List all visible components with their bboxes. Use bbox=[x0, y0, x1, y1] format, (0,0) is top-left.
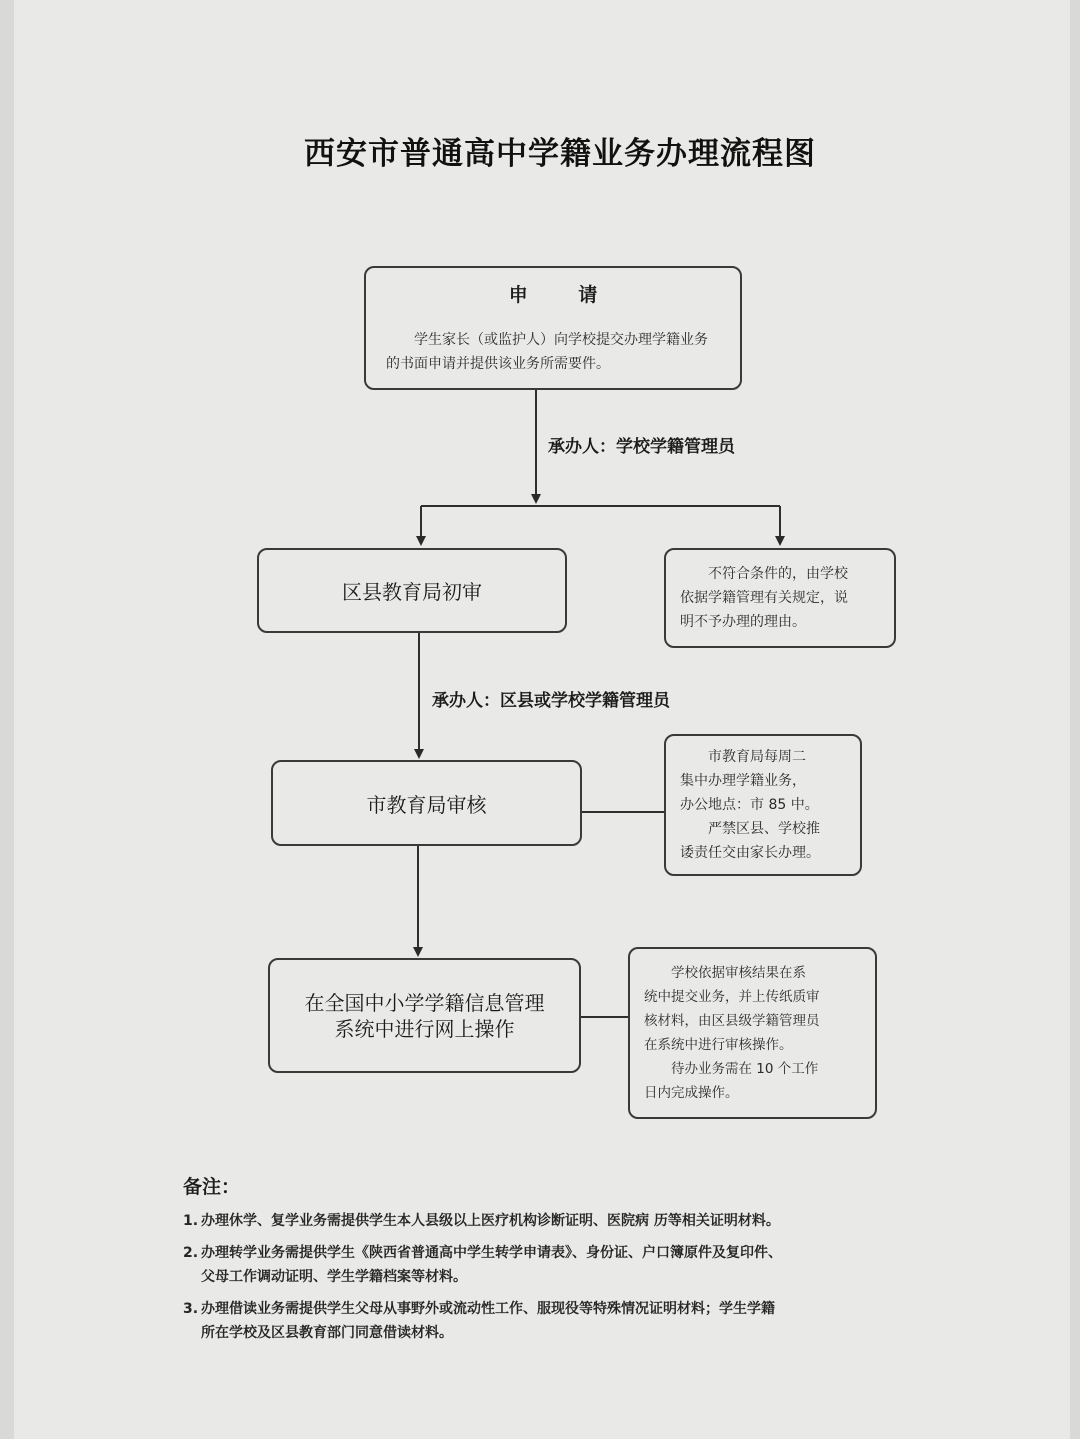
remark-item bbox=[183, 1209, 903, 1233]
remark-line: 办理借读业务需提供学生父母从事野外或流动性工作、服现役等特殊情况证明材料；学生学籍 bbox=[201, 1301, 775, 1317]
remark-item bbox=[183, 1297, 903, 1345]
county-review-label: 区县教育局初审 bbox=[342, 580, 482, 604]
online-note-line: 学校依据审核结果在系 bbox=[671, 965, 806, 981]
online-note-line: 统中提交业务，并上传纸质审 bbox=[644, 989, 820, 1005]
handler-label-school: 承办人：学校学籍管理员 bbox=[548, 437, 735, 457]
remark-item bbox=[183, 1241, 903, 1289]
city-note-line: 市教育局每周二 bbox=[708, 749, 806, 765]
remark-number: 3. bbox=[183, 1301, 199, 1317]
apply-box bbox=[364, 266, 742, 390]
online-operation-box bbox=[268, 958, 581, 1073]
online-operation-line: 系统中进行网上操作 bbox=[334, 1016, 515, 1041]
remark-number: 2. bbox=[183, 1245, 199, 1261]
city-note-line: 办公地点：市 85 中。 bbox=[680, 797, 819, 813]
apply-description: 学生家长（或监护人）向学校提交办理学籍业务的书面申请并提供该业务所需要件。 bbox=[386, 332, 708, 372]
reject-note-box bbox=[664, 548, 896, 648]
city-note-box bbox=[664, 734, 862, 876]
online-note-text bbox=[630, 961, 875, 1105]
online-note-line: 日内完成操作。 bbox=[644, 1085, 739, 1101]
page-title: 西安市普通高中学籍业务办理流程图 bbox=[304, 136, 816, 172]
city-note-text bbox=[666, 745, 860, 865]
remark-line: 所在学校及区县教育部门同意借读材料。 bbox=[201, 1325, 453, 1341]
reject-note-line: 明不予办理的理由。 bbox=[680, 614, 806, 630]
reject-note-line: 不符合条件的，由学校 bbox=[708, 566, 848, 582]
remarks-section bbox=[183, 1172, 903, 1345]
reject-note-text bbox=[666, 562, 894, 634]
city-review-label: 市教育局审核 bbox=[366, 792, 487, 817]
apply-title: 申 请 bbox=[508, 284, 620, 306]
online-note-line: 核材料，由区县级学籍管理员 bbox=[644, 1013, 820, 1029]
online-operation-line: 在全国中小学学籍信息管理 bbox=[304, 990, 545, 1015]
city-review-box bbox=[271, 760, 582, 846]
online-note-box bbox=[628, 947, 877, 1119]
remark-line: 父母工作调动证明、学生学籍档案等材料。 bbox=[201, 1269, 467, 1285]
city-note-line: 诿责任交由家长办理。 bbox=[680, 845, 820, 861]
remark-line: 办理转学业务需提供学生《陕西省普通高中学生转学申请表》、身份证、户口簿原件及复印件、 bbox=[201, 1245, 782, 1261]
online-note-line: 待办业务需在 10 个工作 bbox=[671, 1061, 819, 1077]
remarks-heading: 备注： bbox=[183, 1176, 241, 1198]
city-note-line: 严禁区县、学校推 bbox=[708, 821, 820, 837]
remark-number: 1. bbox=[183, 1213, 199, 1229]
remark-line: 办理休学、复学业务需提供学生本人县级以上医疗机构诊断证明、医院病 历等相关证明材料。 bbox=[201, 1213, 780, 1229]
online-note-line: 在系统中进行审核操作。 bbox=[644, 1037, 793, 1053]
county-review-box bbox=[257, 548, 567, 633]
handler-label-county: 承办人：区县或学校学籍管理员 bbox=[432, 691, 670, 711]
city-note-line: 集中办理学籍业务， bbox=[680, 773, 806, 789]
reject-note-line: 依据学籍管理有关规定，说 bbox=[680, 590, 848, 606]
